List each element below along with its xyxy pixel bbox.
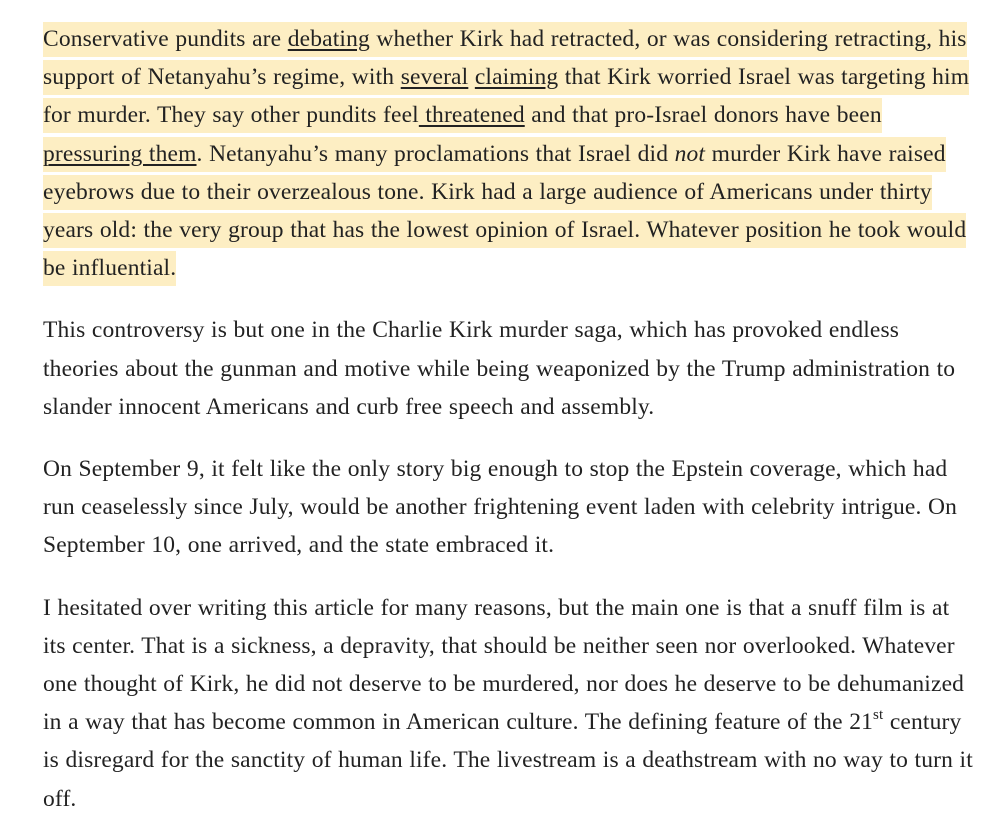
text-segment: I hesitated over writing this article for many reasons, but the main one is that a snuff film is at its center. That is a sickness, a depravity, that should be neither seen nor overlooked. Whatever one thought of Kirk, he did not deserve to be murdered, nor does he deserve to be dehumanized in a way that has become common in American culture. The defining feature of the 21 <box>43 594 965 736</box>
paragraph-controversy: This controversy is but one in the Charlie Kirk murder saga, which has provoked endless theories about the gunman and motive while being weaponized by the Trump administration to slander innocent Americans and curb free speech and assembly. <box>43 317 956 420</box>
link-claiming[interactable]: claiming <box>474 64 559 91</box>
text-segment: . Netanyahu’s many proclamations that Israel did <box>196 140 675 167</box>
text-segment: century is disregard for the sanctity of human life. The livestream is a deathstream with no way to turn it off. <box>43 709 973 812</box>
paragraph-september: On September 9, it felt like the only story big enough to stop the Epstein coverage, which had run ceaselessly since July, would be another frightening event laden with celebrity intrigue. On September 10, one arrived, and the state embraced it. <box>43 456 958 559</box>
link-pressuring-them[interactable]: pressuring them <box>43 140 197 167</box>
emphasis-not: not <box>674 140 706 167</box>
paragraph-hesitation <box>43 589 973 818</box>
text-segment: that Kirk worried Israel was targeting him for murder. They say other pundits feel <box>43 64 970 129</box>
text-segment: whether Kirk had retracted, or was considering retracting, his support of Netanyahu’s regime, with <box>43 26 967 91</box>
link-threatened[interactable]: threatened <box>418 102 525 129</box>
article-body <box>43 20 973 818</box>
link-several[interactable]: several <box>400 64 469 91</box>
paragraph-highlighted <box>43 20 973 287</box>
text-segment: murder Kirk have raised eyebrows due to their overzealous tone. Kirk had a large audience of Americans under thirty years old: the very group that has the lowest opinion of Israel. Whatever position he took would be influential. <box>43 140 967 282</box>
superscript-ordinal: st <box>873 707 884 724</box>
text-segment: and that pro-Israel donors have been <box>524 102 882 129</box>
text-segment: Conservative pundits are <box>43 26 288 52</box>
highlighted-text[interactable] <box>43 22 969 286</box>
link-debating[interactable]: debating <box>287 26 370 52</box>
